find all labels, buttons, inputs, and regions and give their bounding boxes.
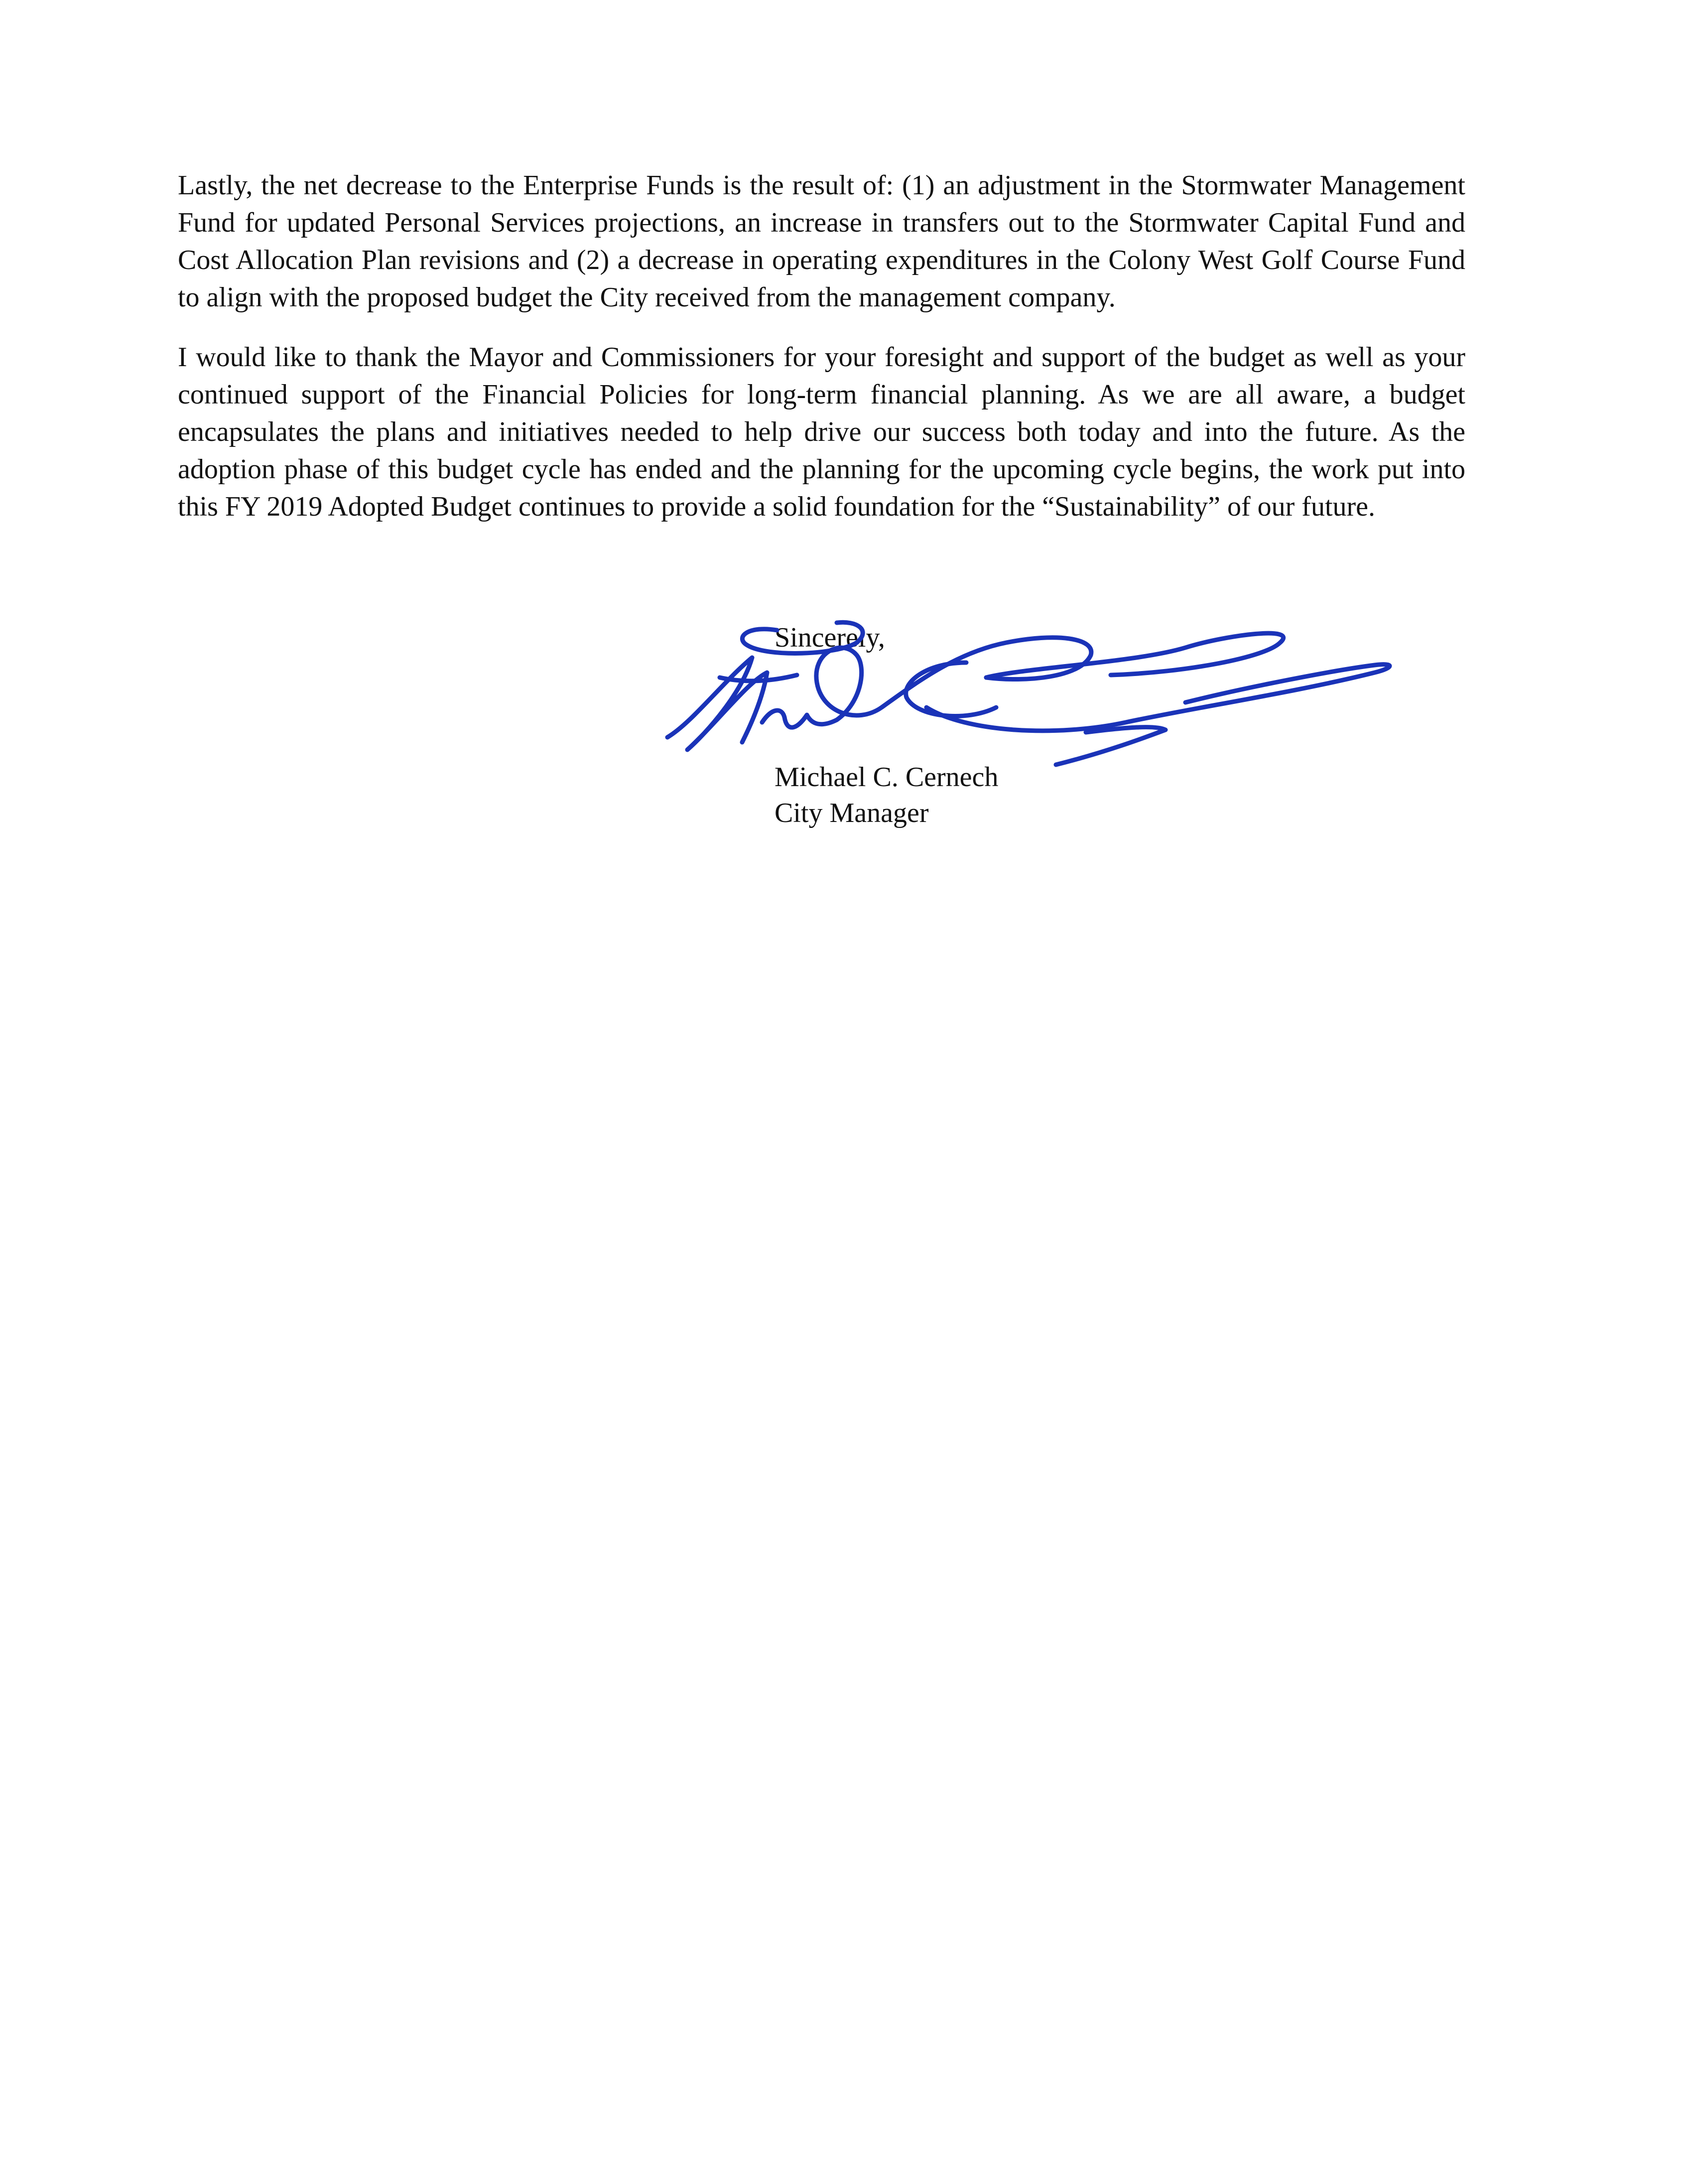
closing-salutation: Sincerely, [775, 622, 885, 653]
body-paragraph-thanks: I would like to thank the Mayor and Commissioners for your foresight and support of the budget as well as your continued support of the Financial Policies for long-term financial planning. As we are all aware, a budget encapsulates the plans and initiatives needed to help drive our success both today and into the future. As the adoption phase of this budget cycle has ended and the planning for the upcoming cycle begins, the work put into this FY 2019 Adopted Budget continues to provide a solid foundation for the “Sustainability” of our future. [178, 342, 1465, 522]
body-paragraph-enterprise-funds: Lastly, the net decrease to the Enterprise Funds is the result of: (1) an adjustment in the Stormwater Management Fund for updated Personal Services projections, an increase in transfers out to the Stormwater Capital Fund and Cost Allocation Plan revisions and (2) a decrease in operating expenditures in the Colony West Golf Course Fund to align with the proposed budget the City received from the management company. [178, 170, 1465, 313]
handwritten-signature [648, 608, 1425, 817]
signer-title: City Manager [775, 798, 929, 828]
signer-name: Michael C. Cernech [775, 762, 999, 793]
